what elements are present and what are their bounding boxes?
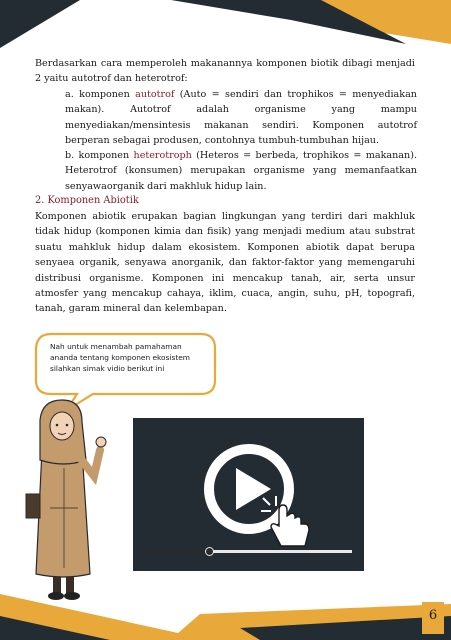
video-progress-handle[interactable]	[205, 547, 214, 556]
item-b-text: (Heteros = berbeda, trophikos = makanan). Heterotrof (konsumen) merupakan organisme yang memanfaatkan senyawaorganik dari makhluk hidup lain.	[65, 150, 417, 192]
item-heterotroph	[65, 148, 417, 194]
speech-bubble-text: Nah untuk menambah pamahaman ananda tentang komponen ekosistem silahkan simak vidio berikut ini	[50, 342, 190, 373]
video-player[interactable]	[133, 418, 364, 571]
teacher-illustration	[20, 398, 110, 603]
play-icon[interactable]	[209, 449, 289, 529]
section-heading-abiotik: 2. Komponen Abiotik	[35, 195, 139, 206]
item-a-text: (Auto = sendiri dan trophikos = menyediakan makan). Autotrof adalah organisme yang mampu menyediakan/mensintesis makanan sendiri. Komponen autotrof berperan sebagai produsen, contohnya tumbuh-tumbuhan hijau.	[65, 89, 417, 147]
item-b-prefix: b. komponen	[65, 150, 134, 161]
item-autotrof	[65, 87, 417, 149]
page-number: 6	[428, 608, 438, 623]
term-heterotroph: heterotroph	[133, 150, 192, 161]
abiotik-paragraph: Komponen abiotik erupakan bagian lingkungan yang terdiri dari makhluk tidak hidup (komponen kimia dan fisik) yang menjadi medium atau substrat suatu mahkluk hidup dalam ekosistem. Komponen abiotik dapat berupa senyaea organik, senyawa anorganik, dan faktor-faktor yang memengaruhi distribusi organisme. Komponen ini mencakup tanah, air, serta unsur atmosfer yang mencakup cahaya, iklim, cuaca, angin, suhu, pH, topografi, tanah, garam mineral dan kelembapan.	[35, 211, 415, 315]
term-autotrof: autotrof	[135, 89, 175, 100]
corner-decoration-top-left	[0, 0, 80, 48]
corner-decoration-top-right	[171, 0, 451, 44]
intro-paragraph: Berdasarkan cara memperoleh makanannya komponen biotik dibagi menjadi 2 yaitu autotrof dan heterotrof:	[35, 58, 415, 85]
video-progress-fill	[145, 550, 209, 553]
item-a-prefix: a. komponen	[65, 89, 136, 100]
video-progress-bar[interactable]	[145, 550, 352, 553]
